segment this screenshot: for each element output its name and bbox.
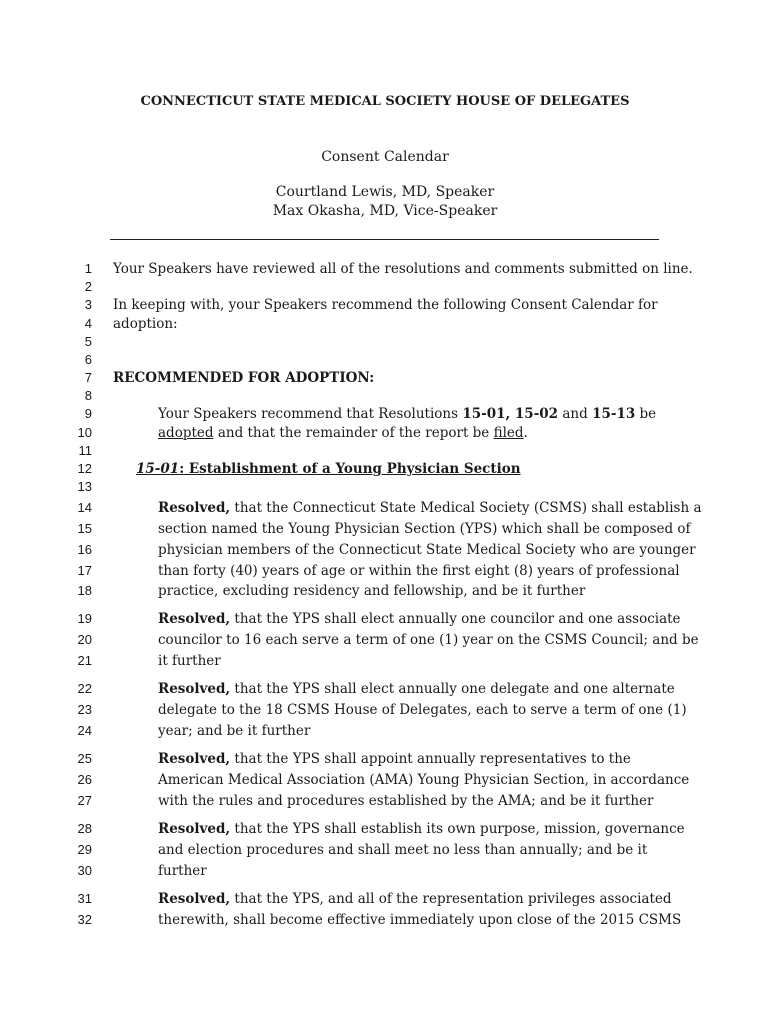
line-number: 7 <box>84 370 92 385</box>
intro-line-1: Your Speakers have reviewed all of the resolutions and comments submitted on line. <box>113 261 693 277</box>
line-number: 23 <box>77 702 92 717</box>
line-number: 8 <box>84 388 92 403</box>
resolved-label: Resolved, <box>158 681 231 697</box>
line-number: 16 <box>77 542 92 557</box>
resolved-label: Resolved, <box>158 751 231 767</box>
header-divider <box>110 239 659 240</box>
line-number: 28 <box>77 821 92 836</box>
adopted-word: adopted <box>158 425 214 441</box>
line-number: 27 <box>77 793 92 808</box>
line-number: 17 <box>77 563 92 578</box>
resolution-line: therewith, shall become effective immediately upon close of the 2015 CSMS <box>158 912 682 928</box>
resolution-id: 15-13 <box>592 406 636 422</box>
line-number: 15 <box>77 521 92 536</box>
line-number: 32 <box>77 912 92 927</box>
resolution-text: that the YPS, and all of the representation privileges associated <box>230 891 672 907</box>
recommendation-line-10 <box>158 424 528 442</box>
line-number: 4 <box>84 316 92 331</box>
line-number: 11 <box>78 443 92 458</box>
resolution-line: councilor to 16 each serve a term of one (1) year on the CSMS Council; and be <box>158 632 699 648</box>
resolution-4-line <box>158 750 631 768</box>
line-number: 13 <box>77 479 92 494</box>
resolution-line: year; and be it further <box>158 723 311 739</box>
line-number: 24 <box>77 723 92 738</box>
intro-line-3: In keeping with, your Speakers recommend the following Consent Calendar for <box>113 297 658 313</box>
resolution-1-line <box>158 499 702 517</box>
document-subtitle: Consent Calendar <box>321 149 449 165</box>
resolution-text: that the YPS shall establish its own purpose, mission, governance <box>230 821 685 837</box>
resolution-line: and election procedures and shall meet no less than annually; and be it <box>158 842 648 858</box>
recommendation-line-9 <box>158 405 656 423</box>
line-number: 22 <box>77 681 92 696</box>
resolution-line: it further <box>158 653 221 669</box>
resolution-text: that the YPS shall elect annually one councilor and one associate <box>230 611 681 627</box>
rec-and: and <box>558 406 593 422</box>
speaker-name: Courtland Lewis, MD, Speaker <box>275 184 495 200</box>
line-number: 3 <box>84 297 92 312</box>
line-number: 21 <box>77 653 92 668</box>
document-title: CONNECTICUT STATE MEDICAL SOCIETY HOUSE OF DELEGATES <box>140 94 630 109</box>
section-title: : Establishment of a Young Physician Section <box>179 461 521 477</box>
line-number: 10 <box>77 425 92 440</box>
line-number: 1 <box>84 261 92 276</box>
resolution-text: that the YPS shall elect annually one delegate and one alternate <box>230 681 675 697</box>
line-number: 2 <box>84 279 92 294</box>
line-number: 5 <box>84 334 92 349</box>
vice-speaker-name: Max Okasha, MD, Vice-Speaker <box>272 203 498 219</box>
resolution-line: further <box>158 863 207 879</box>
rec-be: be <box>635 406 657 422</box>
rec-mid: and that the remainder of the report be <box>213 425 494 441</box>
resolution-5-line <box>158 820 685 838</box>
resolved-label: Resolved, <box>158 821 231 837</box>
line-number: 26 <box>77 772 92 787</box>
rec-text: Your Speakers recommend that Resolutions <box>158 406 463 422</box>
resolution-line: than forty (40) years of age or within the first eight (8) years of professional <box>158 563 680 579</box>
resolution-line: physician members of the Connecticut State Medical Society who are younger <box>158 542 696 558</box>
resolution-line: with the rules and procedures established by the AMA; and be it further <box>158 793 654 809</box>
line-number: 30 <box>77 863 92 878</box>
resolution-line: section named the Young Physician Section (YPS) which shall be composed of <box>158 521 691 537</box>
resolved-label: Resolved, <box>158 500 231 516</box>
resolution-2-line <box>158 610 681 628</box>
resolved-label: Resolved, <box>158 891 231 907</box>
line-number: 14 <box>77 500 92 515</box>
resolution-ids: 15-01, 15-02 <box>462 406 559 422</box>
resolution-line: practice, excluding residency and fellowship, and be it further <box>158 583 586 599</box>
resolution-line: delegate to the 18 CSMS House of Delegates, each to serve a term of one (1) <box>158 702 687 718</box>
line-number: 9 <box>84 406 92 421</box>
resolution-text: that the YPS shall appoint annually representatives to the <box>230 751 631 767</box>
line-number: 12 <box>77 461 92 476</box>
line-number: 25 <box>77 751 92 766</box>
resolution-text: that the Connecticut State Medical Society (CSMS) shall establish a <box>230 500 702 516</box>
line-number: 31 <box>77 891 92 906</box>
resolution-line: American Medical Association (AMA) Young Physician Section, in accordance <box>158 772 690 788</box>
resolved-label: Resolved, <box>158 611 231 627</box>
resolution-3-line <box>158 680 675 698</box>
resolution-6-line <box>158 890 672 908</box>
line-number: 29 <box>77 842 92 857</box>
line-number: 20 <box>77 632 92 647</box>
section-heading <box>136 460 521 478</box>
line-number: 19 <box>77 611 92 626</box>
filed-word: filed <box>493 425 524 441</box>
line-number: 18 <box>77 583 92 598</box>
rec-end: . <box>523 425 528 441</box>
recommended-heading: RECOMMENDED FOR ADOPTION: <box>113 370 375 386</box>
intro-line-4: adoption: <box>113 316 178 332</box>
line-number: 6 <box>84 352 92 367</box>
section-number: 15-01 <box>136 461 180 477</box>
